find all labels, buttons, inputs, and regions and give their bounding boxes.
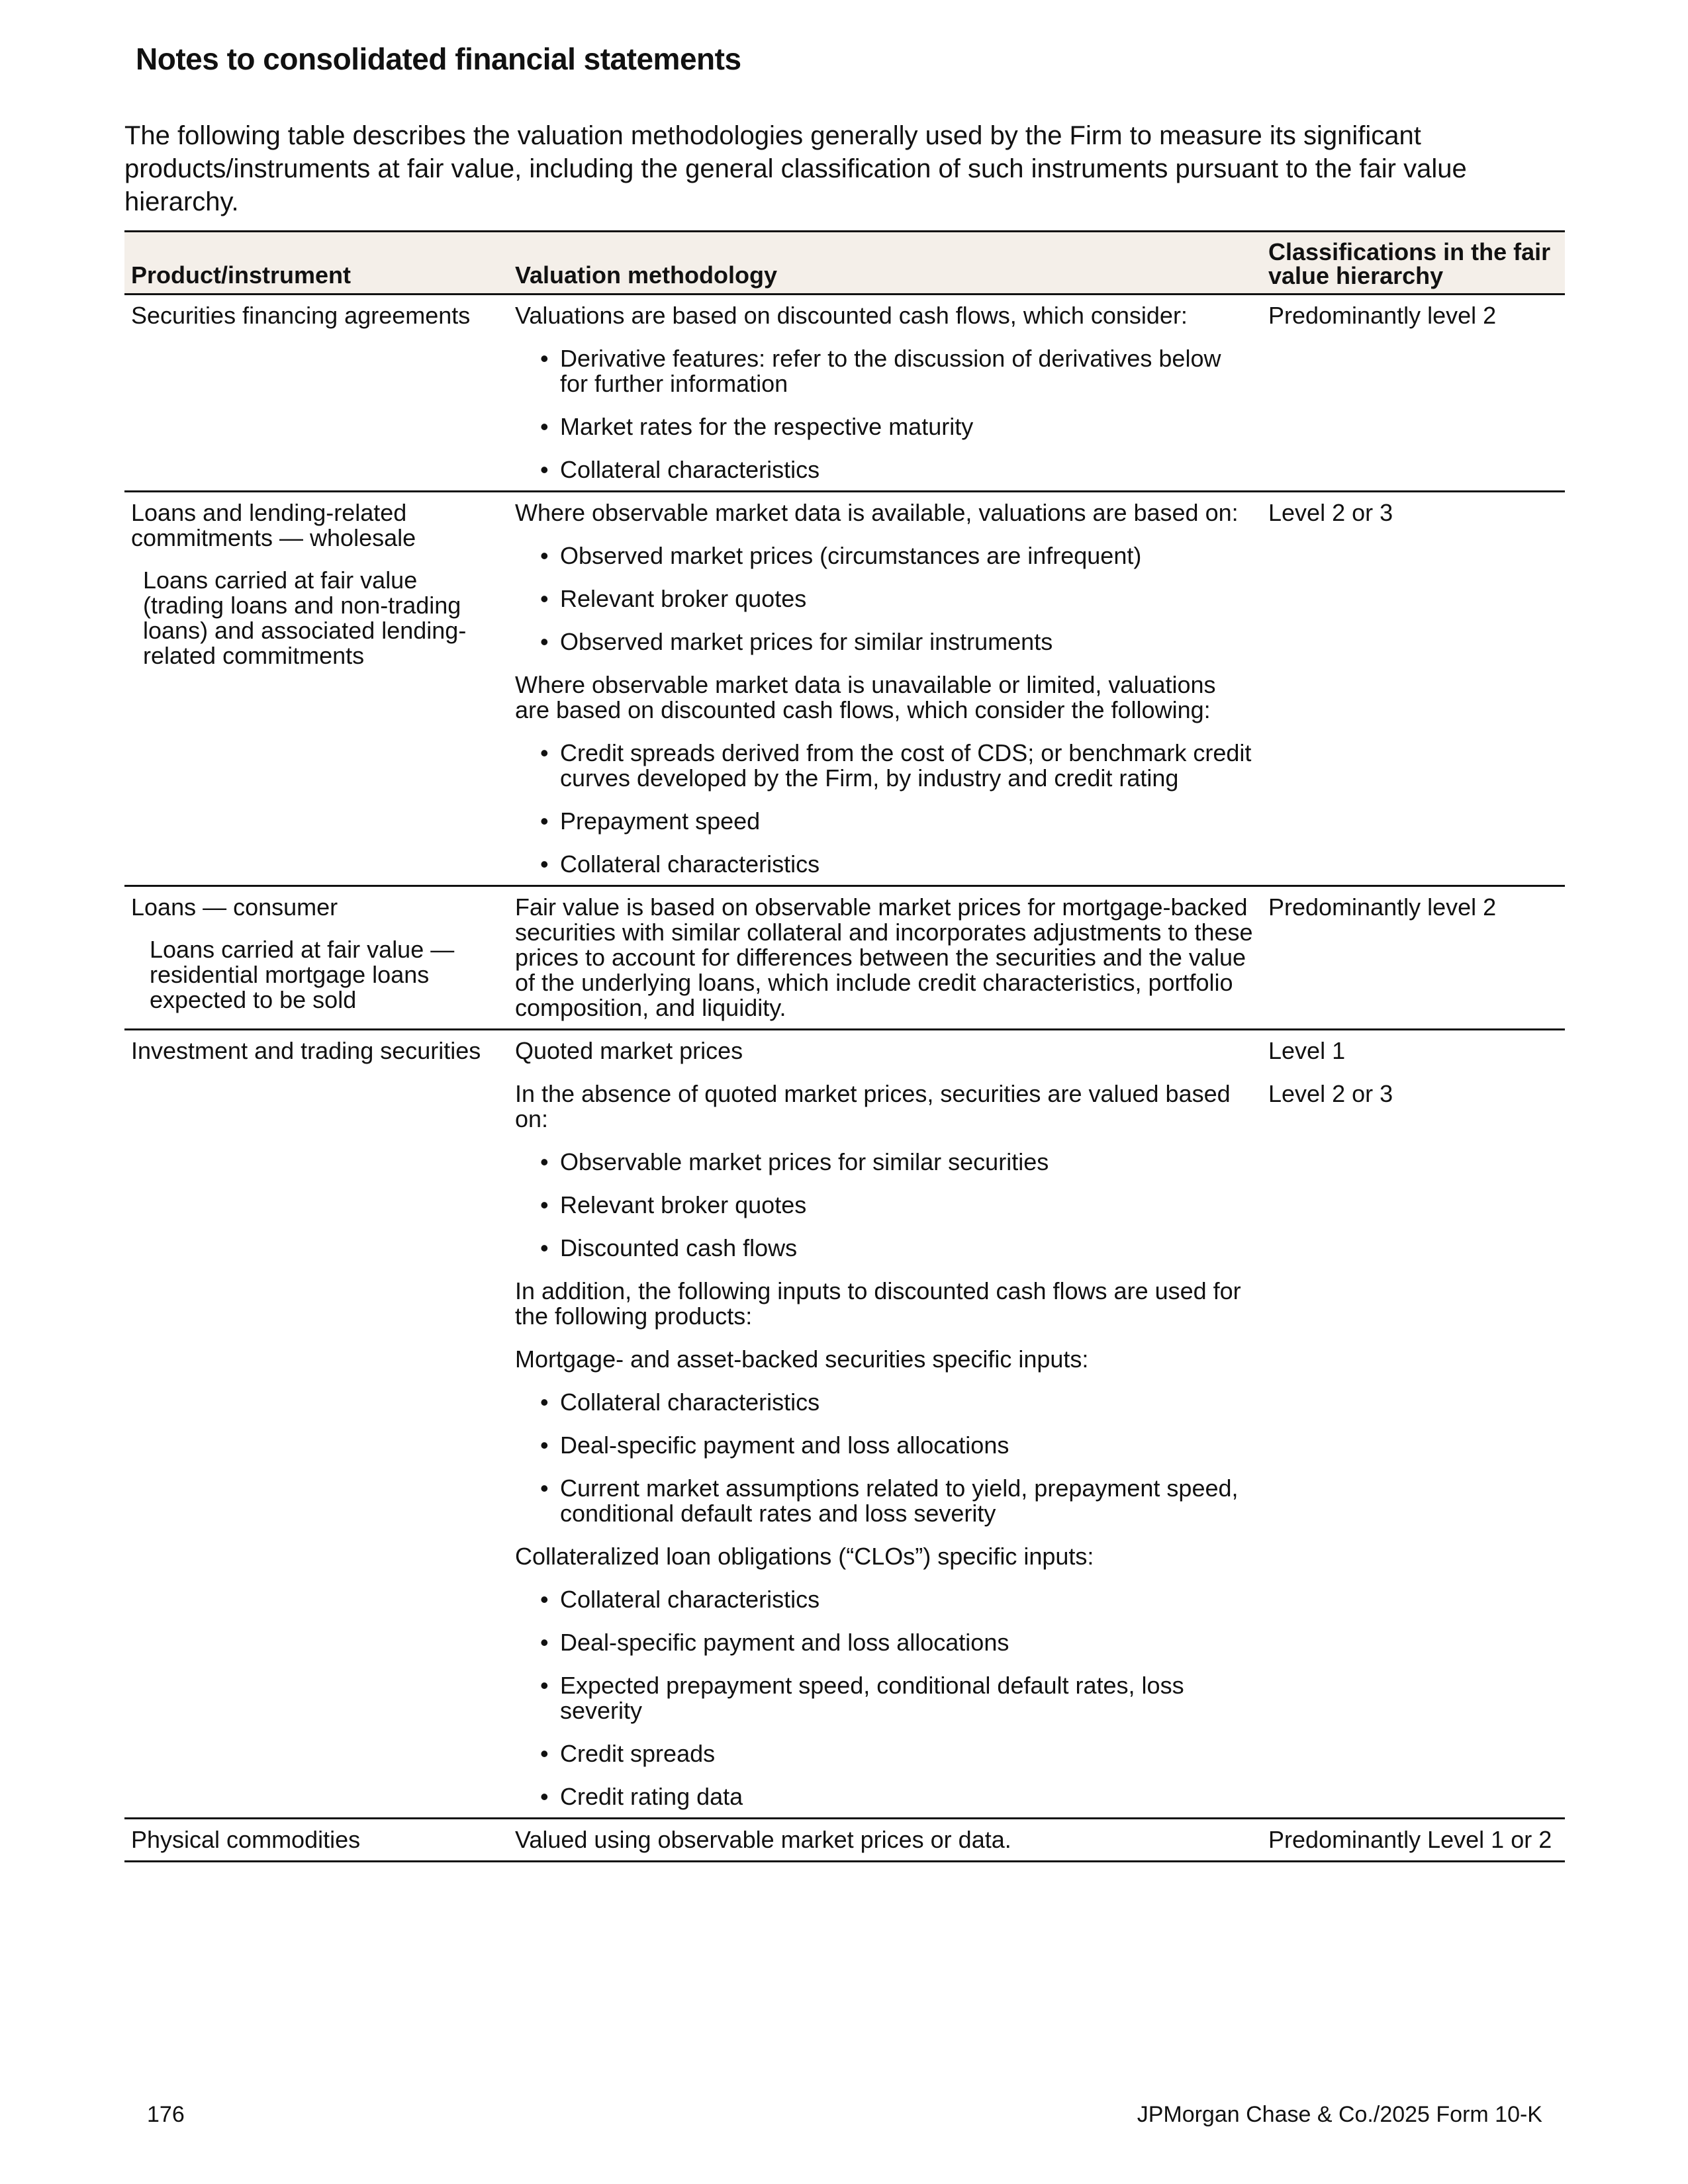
product-name: Physical commodities <box>131 1826 361 1853</box>
methodology-text: Fair value is based on observable market prices for mortgage-backed securities with similar collateral and incorporates adjustments to these prices to account for differences between the securities and the value of the underlying loans, which include credit characteristics, portfolio composition, and liquidity. <box>515 893 1253 1021</box>
methodology-text: Collateralized loan obligations (“CLOs”) specific inputs: <box>515 1543 1094 1570</box>
list-item: • Relevant broker quotes <box>515 586 1255 612</box>
list-item: • Market rates for the respective maturity <box>515 414 1255 439</box>
methodology-text: Valued using observable market prices or data. <box>515 1826 1011 1853</box>
header-classification: Classifications in the fair value hierarchy <box>1262 232 1565 295</box>
valuation-table <box>124 230 1565 1862</box>
table-row <box>124 1030 1565 1819</box>
methodology-text: Where observable market data is available, valuations are based on: <box>515 499 1239 526</box>
methodology-text: In addition, the following inputs to discounted cash flows are used for the following products: <box>515 1277 1241 1330</box>
list-item: • Observable market prices for similar securities <box>515 1150 1255 1175</box>
page-number: 176 <box>147 2102 185 2127</box>
list-item: • Observed market prices (circumstances are infrequent) <box>515 543 1255 569</box>
intro-paragraph: The following table describes the valuation methodologies generally used by the Firm to measure its significant products/instruments at fair value, including the general classification of such instruments pursuant to the fair value hierarchy. <box>124 121 1467 216</box>
methodology-text: Mortgage- and asset-backed securities specific inputs: <box>515 1345 1089 1373</box>
bullet-list <box>515 346 1255 482</box>
product-subcategory: Loans carried at fair value (trading loans and non-trading loans) and associated lending-related commitments <box>143 567 467 669</box>
classification-level: Level 2 or 3 <box>1268 499 1393 526</box>
product-name: Loans and lending-related commitments — wholesale <box>131 499 416 551</box>
classification-level: Level 2 or 3 <box>1268 1080 1393 1107</box>
list-item: • Expected prepayment speed, conditional default rates, loss severity <box>515 1673 1255 1723</box>
table-row <box>124 492 1565 886</box>
list-item: • Derivative features: refer to the discussion of derivatives below for further information <box>515 346 1255 396</box>
list-item: • Prepayment speed <box>515 809 1255 834</box>
product-name: Securities financing agreements <box>131 302 471 329</box>
methodology-text: Valuations are based on discounted cash flows, which consider: <box>515 302 1188 329</box>
table-header-row <box>124 232 1565 295</box>
product-subcategory: Loans carried at fair value — residential mortgage loans expected to be sold <box>150 936 455 1013</box>
bullet-list <box>515 1587 1255 1809</box>
bullet-list <box>515 741 1255 877</box>
methodology-cell <box>508 295 1262 492</box>
header-product: Product/instrument <box>124 232 508 295</box>
list-item: • Current market assumptions related to yield, prepayment speed, conditional default rates and loss severity <box>515 1476 1255 1526</box>
list-item: • Collateral characteristics <box>515 1587 1255 1612</box>
page-title: Notes to consolidated financial statements <box>136 42 741 76</box>
table-row <box>124 886 1565 1030</box>
bullet-list <box>515 543 1255 655</box>
methodology-text: Where observable market data is unavailable or limited, valuations are based on discounted cash flows, which consider the following: <box>515 671 1216 723</box>
list-item: • Relevant broker quotes <box>515 1193 1255 1218</box>
classification-level: Predominantly level 2 <box>1268 893 1497 921</box>
product-name: Loans — consumer <box>131 893 338 921</box>
list-item: • Collateral characteristics <box>515 457 1255 482</box>
list-item: • Credit rating data <box>515 1784 1255 1809</box>
product-name: Investment and trading securities <box>131 1037 481 1064</box>
methodology-text: Quoted market prices <box>515 1037 743 1064</box>
table-row <box>124 1819 1565 1862</box>
list-item: • Collateral characteristics <box>515 852 1255 877</box>
methodology-cell <box>508 1030 1262 1819</box>
classification-level: Predominantly Level 1 or 2 <box>1268 1826 1552 1853</box>
classification-level: Level 1 <box>1268 1037 1346 1064</box>
bullet-list <box>515 1390 1255 1526</box>
methodology-cell <box>508 1819 1262 1862</box>
list-item: • Collateral characteristics <box>515 1390 1255 1415</box>
list-item: • Deal-specific payment and loss allocations <box>515 1433 1255 1458</box>
methodology-cell <box>508 492 1262 886</box>
table-row <box>124 295 1565 492</box>
footer-source: JPMorgan Chase & Co./2025 Form 10-K <box>1137 2102 1542 2127</box>
list-item: • Deal-specific payment and loss allocations <box>515 1630 1255 1655</box>
methodology-cell <box>508 886 1262 1030</box>
methodology-text: In the absence of quoted market prices, securities are valued based on: <box>515 1080 1231 1132</box>
bullet-list <box>515 1150 1255 1261</box>
header-methodology: Valuation methodology <box>508 232 1262 295</box>
list-item: • Discounted cash flows <box>515 1236 1255 1261</box>
classification-level: Predominantly level 2 <box>1268 302 1497 329</box>
list-item: • Credit spreads derived from the cost of CDS; or benchmark credit curves developed by the Firm, by industry and credit rating <box>515 741 1255 791</box>
list-item: • Observed market prices for similar instruments <box>515 629 1255 655</box>
list-item: • Credit spreads <box>515 1741 1255 1766</box>
